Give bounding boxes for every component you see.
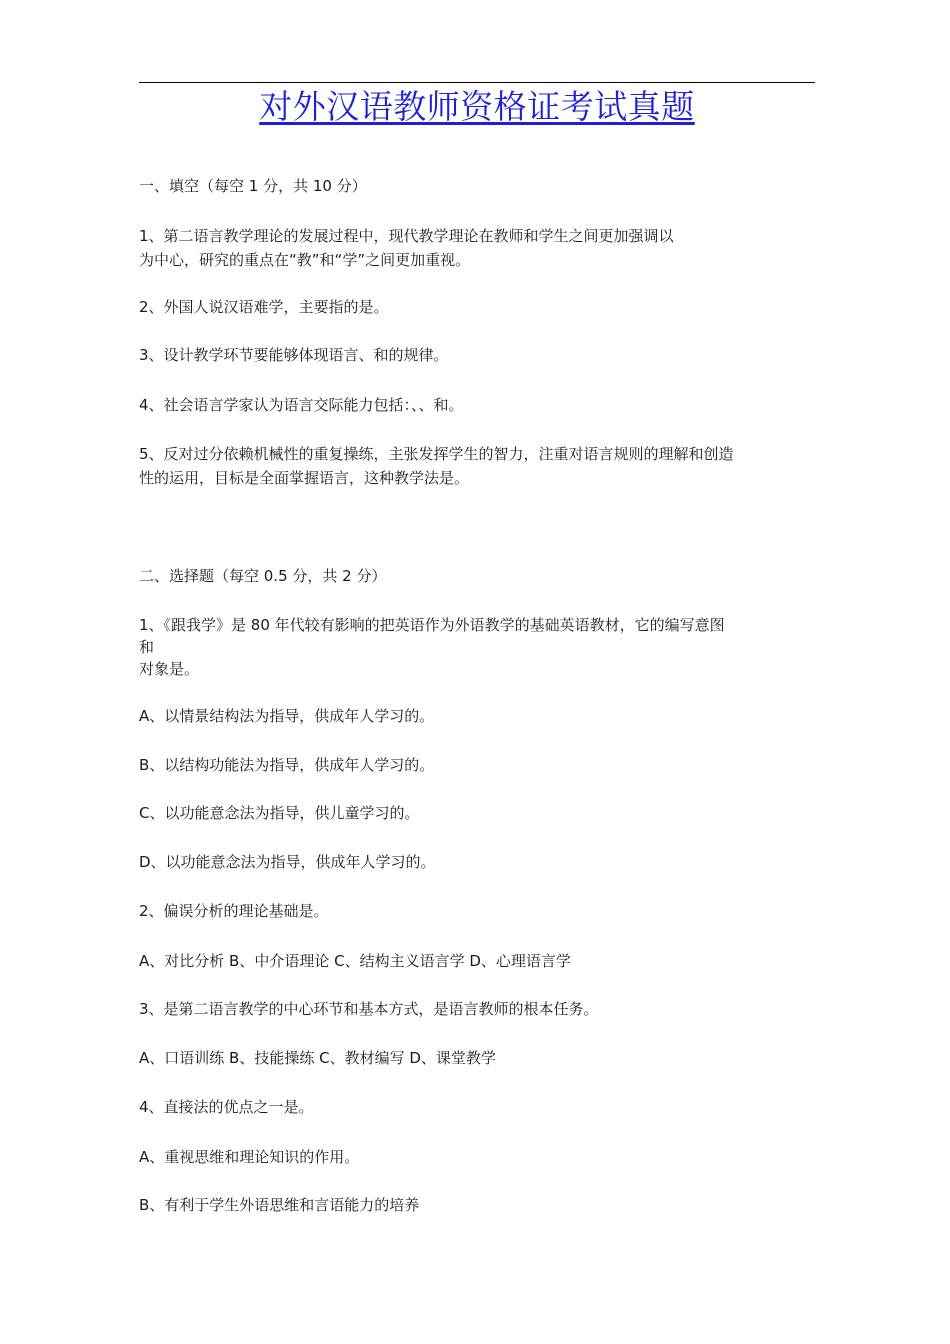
q5-fill-line2: 性的运用，目标是全面掌握语言，这种教学法是。 [139,469,470,487]
document-title[interactable]: 对外汉语教师资格证考试真题 [259,87,695,126]
q4-option-b: B、有利于学生外语思维和言语能力的培养 [139,1196,420,1214]
q4-option-a: A、重视思维和理论知识的作用。 [139,1148,360,1166]
q4-fill: 4、社会语言学家认为语言交际能力包括：、、和。 [139,396,464,414]
q2-options: A、对比分析 B、中介语理论 C、结构主义语言学 D、心理语言学 [139,952,571,970]
q1-fill-line2: 为中心，研究的重点在“教”和“学”之间更加重视。 [139,251,471,269]
q1-choice-line2: 和 [139,638,155,656]
q5-fill-line1: 5、反对过分依赖机械性的重复操练，主张发挥学生的智力，注重对语言规则的理解和创造 [139,445,734,463]
q1-option-a: A、以情景结构法为指导，供成年人学习的。 [139,707,435,725]
q1-option-b: B、以结构功能法为指导，供成年人学习的。 [139,756,435,774]
section1-heading: 一、填空（每空 1 分，共 10 分） [139,177,367,195]
q3-choice: 3、是第二语言教学的中心环节和基本方式，是语言教师的根本任务。 [139,1000,599,1018]
q2-choice: 2、偏误分析的理论基础是。 [139,902,329,920]
q1-option-c: C、以功能意念法为指导，供儿童学习的。 [139,804,420,822]
q1-choice-line1: 1、《跟我学》是 80 年代较有影响的把英语作为外语教学的基础英语教材，它的编写意图 [139,616,725,634]
q1-fill-line1: 1、第二语言教学理论的发展过程中，现代教学理论在教师和学生之间更加强调以 [139,227,674,245]
q1-option-d: D、以功能意念法为指导，供成年人学习的。 [139,853,436,871]
q3-fill: 3、设计教学环节要能够体现语言、和的规律。 [139,346,449,364]
q1-choice-line3: 对象是。 [139,660,200,678]
q2-fill: 2、外国人说汉语难学，主要指的是。 [139,298,389,316]
header-rule [139,82,815,83]
section2-heading: 二、选择题（每空 0.5 分，共 2 分） [139,567,387,585]
q4-choice: 4、直接法的优点之一是。 [139,1098,314,1116]
q3-options: A、口语训练 B、技能操练 C、教材编写 D、课堂教学 [139,1049,496,1067]
